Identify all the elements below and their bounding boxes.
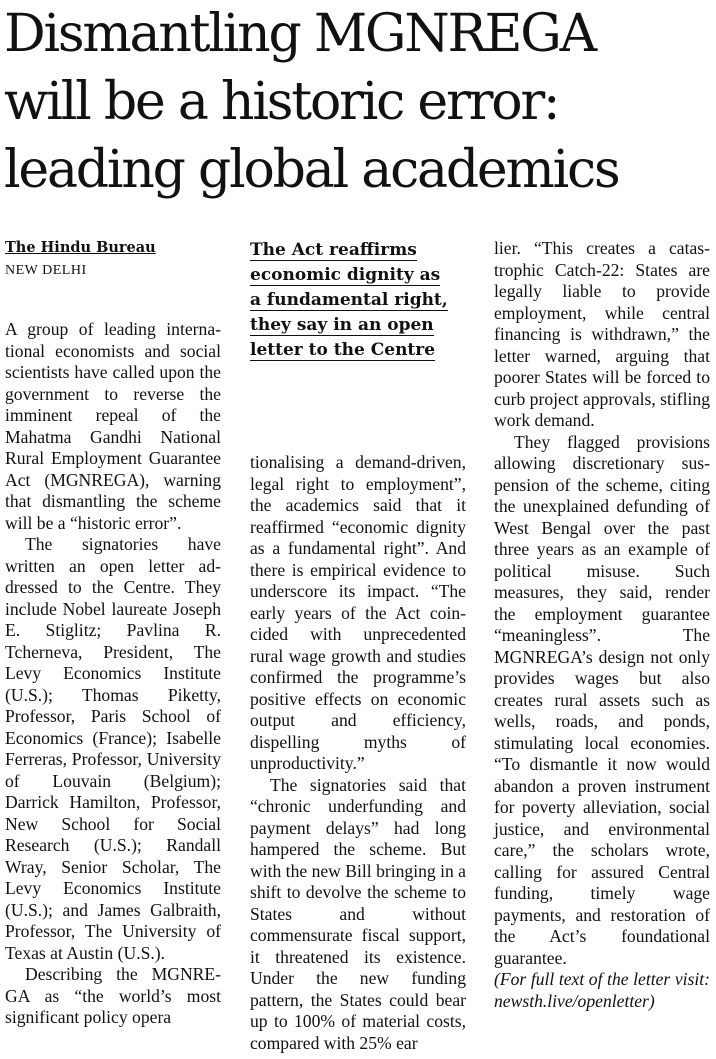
letter-link-credit: (For full text of the letter visit: newsth.live/openletter) xyxy=(494,969,710,1011)
headline-line: will be a historic error: xyxy=(4,72,559,132)
pull-quote-line: a fundamental right, xyxy=(250,290,448,310)
body-paragraph: tionalising a demand-driven, legal right to employment”, the academics said that it reaffirmed “economic dignity as a fundamental right”. And there is empirical evidence to underscore its impact. “The early years of the Act coincided with unprecedented rural wage growth and studies confirmed the programme’s positive effects on economic output and efficiency, dispelling myths of unproductivity.” xyxy=(250,452,466,773)
column-1 xyxy=(5,238,221,1029)
article-columns xyxy=(0,238,716,1059)
pull-quote-line: they say in an open xyxy=(250,315,434,335)
byline: The Hindu Bureau xyxy=(5,239,156,256)
body-paragraph: A group of leading international economists and social scientists have called upon the government to reverse the imminent repeal of the Mahatma Gandhi National Rural Employment Guarantee Act (MGNREGA), warning that dismantling the scheme will be a “historic error”. xyxy=(5,319,221,533)
body-paragraph: Describing the MGNREGA as “the world’s most significant policy opera xyxy=(5,964,221,1027)
column-2 xyxy=(250,238,466,1054)
headline-line: Dismantling MGNREGA xyxy=(4,4,595,64)
pull-quote-line: The Act reaffirms xyxy=(250,240,417,260)
body-paragraph: The signatories have written an open letter addressed to the Centre. They include Nobel laureate Joseph E. Stiglitz; Pavlina R. Tcherneva, President, The Levy Economics Institute (U.S.); Thomas Piketty, Professor, Paris School of Economics (France); Isabelle Ferreras, Professor, University of Louvain (Belgium); Darrick Hamilton, Professor, New School for Social Research (U.S.); Randall Wray, Senior Scholar, The Levy Economics Institute (U.S.); and James Galbraith, Professor, The University of Texas at Austin (U.S.). xyxy=(5,534,221,963)
pull-quote-line: letter to the Centre xyxy=(250,340,436,360)
body-paragraph: lier. “This creates a catastrophic Catch-22: States are legally liable to provide employment, while central financing is withdrawn,” the letter warned, arguing that poorer States will be forced to curb project approvals, stifling work demand. xyxy=(494,238,710,430)
body-paragraph: The signatories said that “chronic underfunding and payment delays” had long hampered the scheme. But with the new Bill bringing in a shift to devolve the scheme to States and without commensurate fiscal support, it threatened its existence. Under the new funding pattern, the States could bear up to 100% of material costs, compared with 25% ear xyxy=(250,774,466,1053)
body-paragraph: They flagged provisions allowing discretionary suspension of the scheme, citing the unexplained defunding of West Bengal over the past three years as an example of political misuse. Such measures, they said, render the employment guarantee “meaningless”. The MGNREGA’s design not only provides wages but also creates rural assets such as wells, roads, and ponds, stimulating local economies. “To dismantle it now would abandon a proven instrument for poverty alleviation, social justice, and environmental care,” the scholars wrote, calling for assured Central funding, timely wage payments, and restoration of the Act’s foundational guarantee. xyxy=(494,431,710,968)
column-3 xyxy=(494,238,710,1012)
headline-line: leading global academics xyxy=(4,140,619,200)
headline xyxy=(4,0,710,204)
dateline: NEW DELHI xyxy=(5,263,87,278)
pull-quote-line: economic dignity as xyxy=(250,265,441,285)
pull-quote xyxy=(250,238,466,363)
